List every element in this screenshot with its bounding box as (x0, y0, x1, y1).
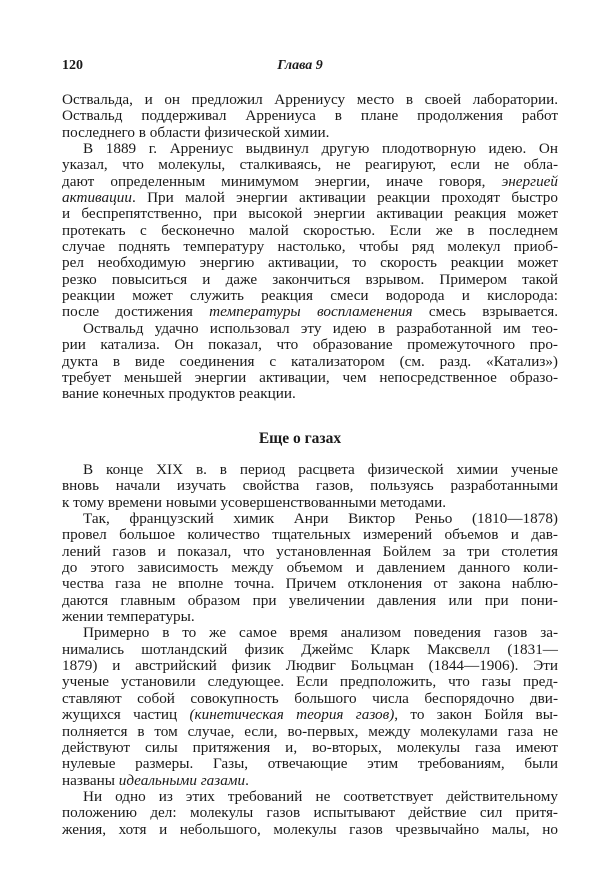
text-line (62, 609, 558, 625)
text-line (62, 724, 558, 740)
text-line (62, 206, 558, 222)
text-line (62, 174, 558, 190)
text-segment: положению дел: молекулы газов испытывают действие сил притя- (62, 804, 558, 822)
text-segment: требует меньшей энергии активации, чем непосредственное образо- (62, 368, 558, 386)
text-segment: лений газов и показал, что установленная Бойлем за три столетия (62, 542, 558, 560)
text-line (62, 625, 558, 641)
text-line (62, 691, 558, 707)
text-line (62, 386, 558, 402)
text-line (62, 756, 558, 772)
text-line (62, 239, 558, 255)
text-segment: действуют силы притяжения и, во-вторых, молекулы газа имеют (62, 738, 558, 756)
italic-term: (кинетическая теория газов) (189, 706, 395, 724)
text-segment: резко повыситься и даже закончиться взрывом. Примером такой (62, 270, 558, 288)
text-segment: Оствальд удачно использовал эту идею в разработанной им тео- (83, 319, 558, 337)
text-segment: чества газа не вполне точна. Причем отклонения от закона наблю- (62, 575, 558, 593)
text-block-arrhenius (62, 92, 558, 403)
text-line (62, 495, 558, 511)
text-segment: последнего в области физической химии. (62, 123, 330, 141)
text-segment: и беспрепятственно, при высокой энергии активации реакция может (62, 205, 558, 223)
italic-term: активации (62, 189, 132, 207)
italic-term: идеальными газами (118, 771, 246, 789)
text-line (62, 288, 558, 304)
text-segment: смесь взрывается. (412, 303, 558, 321)
text-segment: , то закон Бойля вы- (394, 706, 558, 724)
text-segment: провел большое количество тщательных измерений объемов и дав- (62, 526, 558, 544)
text-segment: указал, что молекулы, сталкиваясь, не реагируют, если не обла- (62, 156, 558, 174)
text-line (62, 822, 558, 838)
text-line (62, 773, 558, 789)
text-block-gases (62, 462, 558, 838)
text-line (62, 337, 558, 353)
page-number: 120 (62, 58, 83, 73)
text-segment: . (245, 771, 249, 789)
text-segment: к тому времени новыми усовершенствованными методами. (62, 493, 447, 511)
text-line (62, 658, 558, 674)
italic-term: энергией (501, 172, 558, 190)
text-segment: жении температуры. (62, 608, 195, 626)
running-head: Глава 9 (277, 58, 323, 73)
text-line (62, 223, 558, 239)
text-line (62, 272, 558, 288)
text-segment: Так, французский химик Анри Виктор Реньо (1810—1878) (83, 510, 558, 528)
text-line (62, 789, 558, 805)
text-segment: В 1889 г. Аррениус выдвинул другую плодотворную идею. Он (83, 140, 558, 158)
text-line (62, 707, 558, 723)
italic-term: температуры воспламенения (209, 303, 413, 321)
text-line (62, 255, 558, 271)
text-segment: вание конечных продуктов реакции. (62, 385, 296, 403)
text-segment: дукта в виде соединения с катализатором (см. разд. «Катализ») (62, 352, 558, 370)
text-segment: полняется в том случае, если, во-первых, между молекулами газа не (62, 722, 558, 740)
text-line (62, 108, 558, 124)
text-segment: Оствальда, и он предложил Аррениусу место в своей лаборатории. (62, 91, 558, 108)
text-segment: реакции может служить реакция смеси водорода и кислорода: (62, 287, 558, 305)
text-line (62, 462, 558, 478)
text-segment: нимались шотландский физик Джеймс Кларк Максвелл (1831— (62, 640, 558, 658)
text-line (62, 544, 558, 560)
text-segment: Оствальд поддерживал Аррениуса в плане продолжения работ (62, 107, 558, 125)
text-line (62, 576, 558, 592)
text-line (62, 560, 558, 576)
text-line (62, 740, 558, 756)
text-line (62, 478, 558, 494)
text-segment: ученые установили следующее. Если предположить, что газы пред- (62, 673, 558, 691)
text-segment: после достижения (62, 303, 210, 321)
text-line (62, 642, 558, 658)
text-segment: случае поднять температуру настолько, чтобы ряд молекул приоб- (62, 238, 558, 256)
text-line (62, 674, 558, 690)
text-segment: до этого зависимость между объемом и давлением данного коли- (62, 559, 558, 577)
section-heading: Еще о газах (258, 430, 342, 447)
text-line (62, 92, 558, 108)
text-segment: В конце XIX в. в период расцвета физической химии ученые (83, 461, 558, 478)
text-segment: даются главным образом при увеличении давления или при пони- (62, 591, 558, 609)
text-segment: дают определенным минимумом энергии, иначе говоря, (62, 172, 502, 190)
text-segment: нулевые размеры. Газы, отвечающие этим требованиям, были (62, 755, 558, 773)
text-segment: 1879) и австрийский физик Людвиг Больцман (1844—1906). Эти (62, 657, 558, 675)
text-line (62, 190, 558, 206)
text-line (62, 370, 558, 386)
text-segment: протекать с бесконечно малой скоростью. Если же в последнем (62, 221, 558, 239)
text-line (62, 157, 558, 173)
text-segment: ставляют собой совокупность большого числа беспорядочно дви- (62, 689, 558, 707)
text-segment: Ни одно из этих требований не соответствует действительному (83, 787, 558, 805)
text-segment: названы (62, 771, 119, 789)
text-line (62, 354, 558, 370)
text-segment: жущихся частиц (62, 706, 190, 724)
text-line (62, 125, 558, 141)
text-line (62, 805, 558, 821)
text-line (62, 527, 558, 543)
text-segment: рел необходимую энергию активации, то скорость реакции может (62, 254, 558, 272)
text-line (62, 304, 558, 320)
text-segment: рии катализа. Он показал, что образование промежуточного про- (62, 336, 558, 354)
text-segment: Примерно в то же самое время анализом поведения газов за- (83, 624, 558, 642)
text-segment: жения, хотя и небольшого, молекулы газов чрезвычайно малы, но (62, 820, 558, 838)
text-line (62, 593, 558, 609)
text-line (62, 511, 558, 527)
text-line (62, 141, 558, 157)
text-segment: вновь начали изучать свойства газов, пользуясь разработанными (62, 477, 558, 495)
text-line (62, 321, 558, 337)
text-segment: . При малой энергии активации реакции проходят быстро (131, 189, 558, 207)
